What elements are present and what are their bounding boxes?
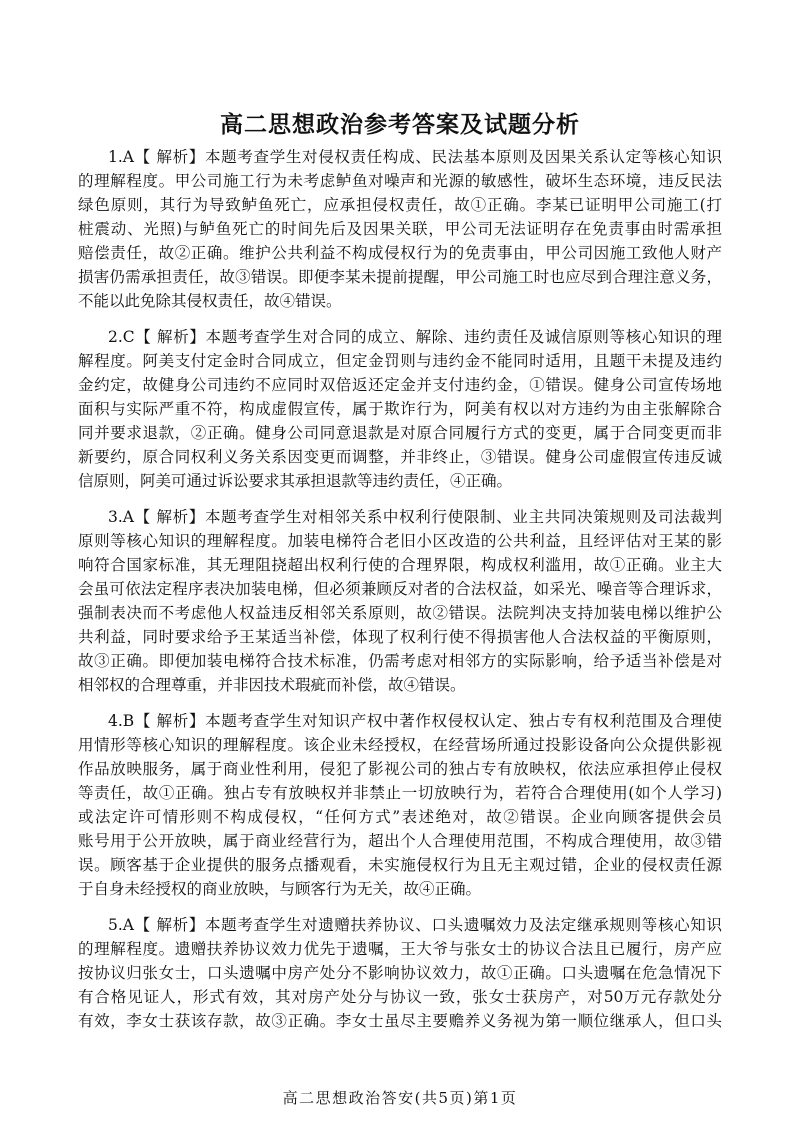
answer-line: 的理解程度。遗赠扶养协议效力优先于遗嘱，王大爷与张女士的协议合法且已履行，房产应 [78, 940, 722, 958]
answer-line: 信原则，阿美可通过诉讼要求其承担退款等违约责任，④正确。 [78, 472, 513, 490]
answer-line: 5.A【 解析】本题考查学生对遗赠扶养协议、口头遗嘱效力及法定继承规则等核心知识 [108, 916, 722, 934]
answer-list [78, 145, 722, 1033]
answer-line: 作品放映服务，属于商业性利用，侵犯了影视公司的独占专有放映权，依法应承担停止侵权 [78, 760, 722, 778]
answer-line: 故③正确。即便加装电梯符合技术标准，仍需考虑对相邻方的实际影响，给予适当补偿是对 [78, 652, 722, 670]
answer-line: 等责任，故①正确。独占专有放映权并非禁止一切放映行为，若符合合理使用(如个人学习) [78, 784, 722, 802]
answer-line: 2.C【 解析】本题考查学生对合同的成立、解除、违约责任及诚信原则等核心知识的理 [108, 328, 722, 346]
answer-3 [78, 505, 722, 697]
answer-line: 赔偿责任，故②正确。维护公共利益不构成侵权行为的免责事由，甲公司因施工致他人财产 [78, 244, 722, 262]
answer-1 [78, 145, 722, 313]
answer-line: 相邻权的合理尊重，并非因技术瑕疵而补偿，故④错误。 [78, 676, 466, 694]
answer-2 [78, 325, 722, 493]
answer-line: 强制表决而不考虑他人权益违反相邻关系原则，故②错误。法院判决支持加装电梯以维护公 [78, 604, 722, 622]
answer-line: 新要约，原合同权利义务关系因变更而调整，并非终止，③错误。健身公司虚假宣传违反诚 [78, 448, 722, 466]
answer-line: 账号用于公开放映，属于商业经营行为，超出个人合理使用范围，不构成合理使用，故③错 [78, 832, 722, 850]
answer-line: 解程度。阿美支付定金时合同成立，但定金罚则与违约金不能同时适用，且题干未提及违约 [78, 352, 722, 370]
answer-line: 同并要求退款，②正确。健身公司同意退款是对原合同履行方式的变更，属于合同变更而非 [78, 424, 722, 442]
answer-line: 按协议归张女士，口头遗嘱中房产处分不影响协议效力，故①正确。口头遗嘱在危急情况下 [78, 964, 722, 982]
answer-line: 或法定许可情形则不构成侵权，“任何方式”表述绝对，故②错误。企业向顾客提供会员 [78, 808, 722, 826]
answer-line: 1.A【 解析】本题考查学生对侵权责任构成、民法基本原则及因果关系认定等核心知识 [108, 148, 722, 166]
answer-line: 于自身未经授权的商业放映，与顾客行为无关，故④正确。 [78, 880, 482, 898]
answer-5 [78, 913, 722, 1033]
answer-line: 3.A【 解析】本题考查学生对相邻关系中权利行使限制、业主共同决策规则及司法裁判 [108, 508, 722, 526]
answer-line: 的理解程度。甲公司施工行为未考虑鲈鱼对噪声和光源的敏感性，破坏生态环境，违反民法 [78, 172, 722, 190]
answer-line: 共利益，同时要求给予王某适当补偿，体现了权利行使不得损害他人合法权益的平衡原则， [78, 628, 722, 646]
answer-line: 面积与实际严重不符，构成虚假宣传，属于欺诈行为，阿美有权以对方违约为由主张解除合 [78, 400, 722, 418]
answer-line: 用情形等核心知识的理解程度。该企业未经授权，在经营场所通过投影设备向公众提供影视 [78, 736, 722, 754]
answer-line: 损害仍需承担责任，故③错误。即便李某未提前提醒，甲公司施工时也应尽到合理注意义务， [78, 268, 722, 286]
answer-line: 响符合国家标准，其无理阻挠超出权利行使的合理界限，构成权利滥用，故①正确。业主大 [78, 556, 722, 574]
page-title: 高二思想政治参考答案及试题分析 [220, 112, 580, 138]
answer-line: 绿色原则，其行为导致鲈鱼死亡，应承担侵权责任，故①正确。李某已证明甲公司施工(打 [78, 196, 722, 214]
answer-line: 4.B【 解析】本题考查学生对知识产权中著作权侵权认定、独占专有权利范围及合理使 [108, 712, 722, 730]
page-footer: 高二思想政治答安(共5页)第1页 [282, 1089, 518, 1107]
answer-line: 会虽可依法定程序表决加装电梯，但必须兼顾反对者的合法权益，如采光、噪音等合理诉求， [78, 580, 722, 598]
answer-line: 不能以此免除其侵权责任，故④错误。 [78, 292, 342, 310]
answer-line: 有效，李女士获该存款，故③正确。李女士虽尽主要赡养义务视为第一顺位继承人，但口头 [78, 1012, 722, 1030]
answer-4 [78, 709, 722, 901]
answer-line: 误。顾客基于企业提供的服务点播观看，未实施侵权行为且无主观过错，企业的侵权责任源 [78, 856, 722, 874]
answer-line: 金约定，故健身公司违约不应同时双倍返还定金并支付违约金，①错误。健身公司宣传场地 [78, 376, 722, 394]
answer-line: 桩震动、光照)与鲈鱼死亡的时间先后及因果关联，甲公司无法证明存在免责事由时需承担 [78, 220, 722, 238]
answer-line: 原则等核心知识的理解程度。加装电梯符合老旧小区改造的公共利益，且经评估对王某的影 [78, 532, 722, 550]
answer-line: 有合格见证人，形式有效，其对房产处分与协议一致，张女士获房产，对50万元存款处分 [78, 988, 722, 1006]
